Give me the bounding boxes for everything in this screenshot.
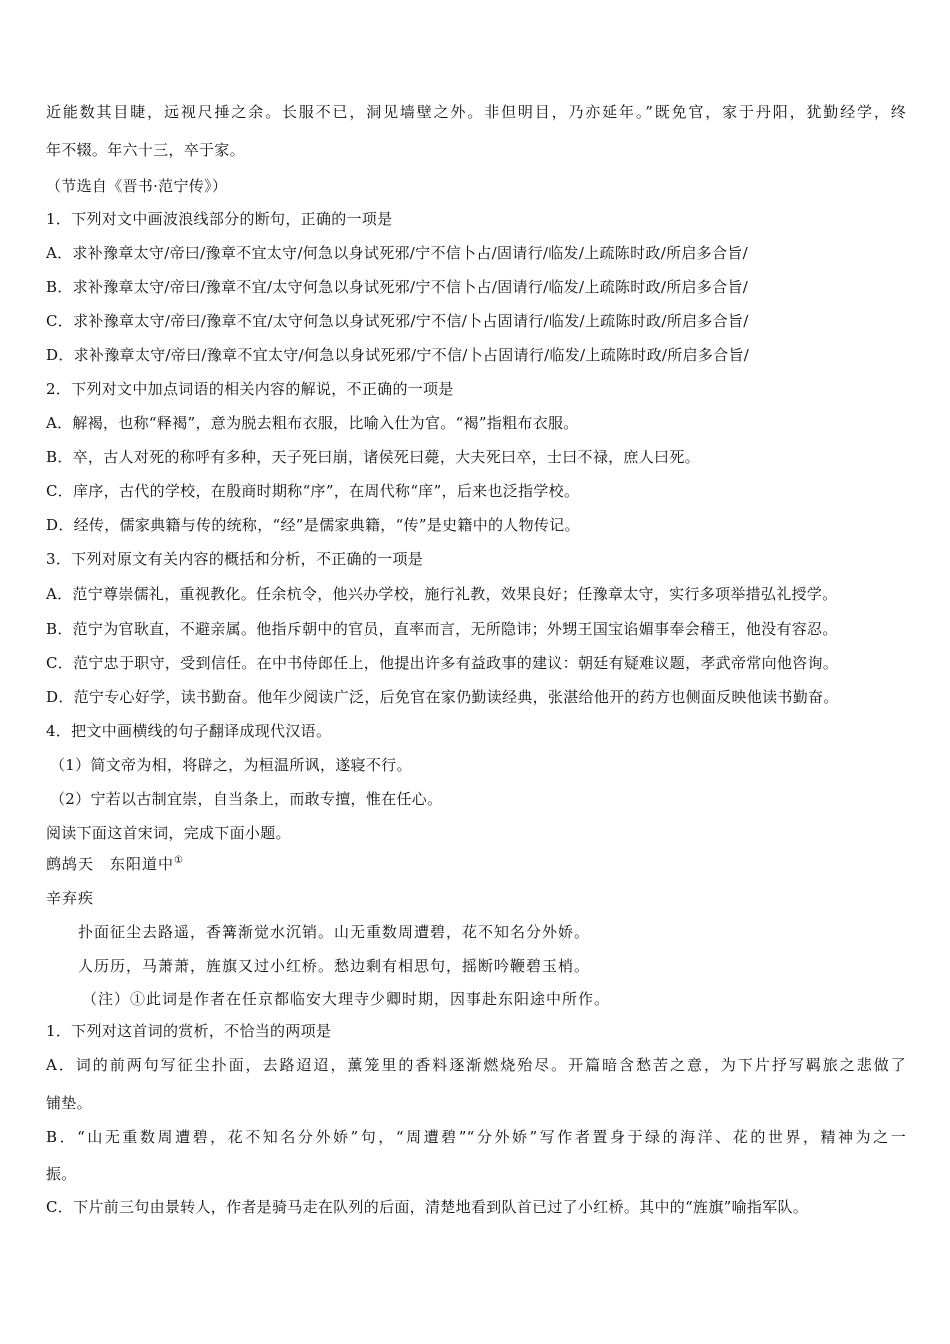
section-intro: 阅读下面这首宋词，完成下面小题。 xyxy=(46,824,291,842)
option-d: D．经传，儒家典籍与传的统称，“经”是儒家典籍，“传”是史籍中的人物传记。 xyxy=(46,516,580,534)
question-stem: 2．下列对文中加点词语的相关内容的解说，不正确的一项是 xyxy=(46,380,454,398)
passage-line: 近能数其目睫，远视尺捶之余。长服不已，洞见墙壁之外。非但明目，乃亦延年。”既免官，家于丹阳，犹勤经学，终 xyxy=(46,103,906,121)
option-a: A．词的前两句写征尘扑面，去路迢迢，薰笼里的香料逐渐燃烧殆尽。开篇暗含愁苦之意，为下片抒写羁旅之悲做了 xyxy=(46,1056,906,1074)
question-stem: 3．下列对原文有关内容的概括和分析，不正确的一项是 xyxy=(46,550,424,568)
translation-item: （2）宁若以古制宜崇，自当条上，而敢专擅，惟在任心。 xyxy=(50,790,443,808)
option-a: A．解褐，也称“释褐”，意为脱去粗布衣服，比喻入仕为官。“褐”指粗布衣服。 xyxy=(46,414,579,432)
option-c: C．求补豫章太守/帝曰/豫章不宜/太守何急以身试死邪/宁不信/卜占固请行/临发/上疏陈时政/所启多合旨/ xyxy=(46,312,749,330)
option-b: B．求补豫章太守/帝曰/豫章不宜/太守何急以身试死邪/宁不信卜占/固请行/临发/上疏陈时政/所启多合旨/ xyxy=(46,278,749,296)
poem-title xyxy=(46,854,184,874)
option-a-cont: 铺垫。 xyxy=(46,1094,92,1112)
question-stem: 4．把文中画横线的句子翻译成现代汉语。 xyxy=(46,722,332,740)
option-c: C．下片前三句由景转人，作者是骑马走在队列的后面，清楚地看到队首已过了小红桥。其中的“旌旗”喻指军队。 xyxy=(46,1198,809,1216)
passage-source: （节选自《晋书·范宁传》） xyxy=(46,177,228,195)
poem-author: 辛弃疾 xyxy=(46,889,95,907)
option-b: B．范宁为官耿直，不避亲属。他指斥朝中的官员，直率而言，无所隐讳；外甥王国宝谄媚事奉会稽王，他没有容忍。 xyxy=(46,620,838,638)
question-stem: 1．下列对这首词的赏析，不恰当的两项是 xyxy=(46,1022,332,1040)
option-a: A．求补豫章太守/帝曰/豫章不宜太守/何急以身试死邪/宁不信卜占/固请行/临发/上疏陈时政/所启多合旨/ xyxy=(46,244,748,262)
translation-item: （1）简文帝为相，将辟之，为桓温所讽，遂寝不行。 xyxy=(50,756,412,774)
poem-note: （注）①此词是作者在任京都临安大理寺少卿时期，因事赴东阳途中所作。 xyxy=(82,990,611,1008)
option-c: C．范宁忠于职守，受到信任。在中书侍郎任上，他提出许多有益政事的建议：朝廷有疑难议题，孝武帝常向他咨询。 xyxy=(46,654,839,672)
option-d: D．范宁专心好学，读书勤奋。他年少阅读广泛，后免官在家仍勤读经典，张湛给他开的药方也侧面反映他读书勤奋。 xyxy=(46,688,839,706)
question-stem: 1．下列对文中画波浪线部分的断句，正确的一项是 xyxy=(46,210,393,228)
poem-note-mark: ① xyxy=(174,855,184,866)
option-b-cont: 振。 xyxy=(46,1165,77,1183)
option-a: A．范宁尊崇儒礼，重视教化。任余杭令，他兴办学校，施行礼教，效果良好；任豫章太守，实行多项举措弘礼授学。 xyxy=(46,585,838,603)
option-d: D．求补豫章太守/帝曰/豫章不宜太守/何急以身试死邪/宁不信/卜占固请行/临发/上疏陈时政/所启多合旨/ xyxy=(46,346,750,364)
poem-verse: 人历历，马萧萧，旌旗又过小红桥。愁边剩有相思句，摇断吟鞭碧玉梢。 xyxy=(78,957,591,975)
poem-verse: 扑面征尘去路遥，香篝渐觉水沉销。山无重数周遭碧，花不知名分外娇。 xyxy=(78,923,591,941)
option-b: B．“山无重数周遭碧，花不知名分外娇”句，“周遭碧”“分外娇”写作者置身于绿的海洋、花的世界，精神为之一 xyxy=(46,1128,906,1146)
poem-title-text: 鹧鸪天 东阳道中 xyxy=(46,855,175,873)
passage-line: 年不辍。年六十三，卒于家。 xyxy=(46,141,245,159)
option-b: B．卒，古人对死的称呼有多种，天子死曰崩，诸侯死曰薨，大夫死曰卒，士曰不禄，庶人曰死。 xyxy=(46,448,700,466)
option-c: C．庠序，古代的学校，在殷商时期称“序”，在周代称“庠”，后来也泛指学校。 xyxy=(46,482,580,500)
